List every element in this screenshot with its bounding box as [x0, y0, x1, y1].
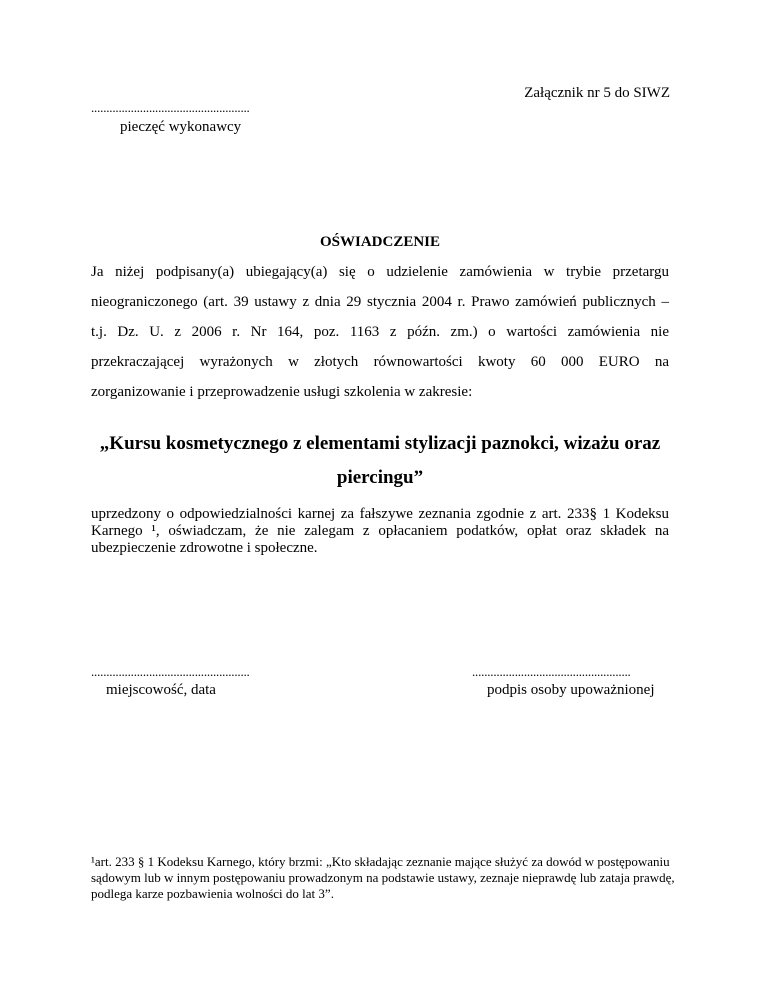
intro-line: Ja niżej podpisany(a) ubiegający(a) się o udzielenie zamówienia w trybie przetargu [91, 264, 669, 280]
course-title-line: „Kursu kosmetycznego z elementami stylizacji paznokci, wizażu oraz [99, 433, 661, 454]
place-date-dotted-line: .................................................... [91, 664, 250, 679]
place-date-label: miejscowość, data [106, 682, 216, 698]
declaration-line: ubezpieczenie zdrowotne i społeczne. [91, 540, 318, 556]
intro-line: przekraczającej wyrażonych w złotych równowartości kwoty 60 000 EURO na [91, 354, 669, 370]
declaration-line: uprzedzony o odpowiedzialności karnej za fałszywe zeznania zgodnie z art. 233§ 1 Kodeksu [91, 506, 669, 522]
intro-line: t.j. Dz. U. z 2006 r. Nr 164, poz. 1163 z późn. zm.) o wartości zamówienia nie [91, 324, 669, 340]
annex-label: Załącznik nr 5 do SIWZ [524, 85, 670, 101]
footnote-line: ¹art. 233 § 1 Kodeksu Karnego, który brzmi: „Kto składając zeznanie mające służyć za dowód w postępowaniu [91, 854, 670, 869]
course-title-line: piercingu” [336, 467, 424, 488]
signature-dotted-line: .................................................... [472, 664, 631, 679]
document-heading: OŚWIADCZENIE [319, 234, 441, 250]
intro-line: zorganizowanie i przeprowadzenie usługi szkolenia w zakresie: [91, 384, 473, 400]
intro-line: nieograniczonego (art. 39 ustawy z dnia 29 stycznia 2004 r. Prawo zamówień publicznych – [91, 294, 669, 310]
stamp-dotted-line: .................................................... [91, 100, 250, 115]
footnote-line: podlega karze pozbawienia wolności do lat 3”. [91, 886, 334, 901]
footnote-line: sądowym lub w innym postępowaniu prowadzonym na podstawie ustawy, zeznaje nieprawdę lub zataja prawdę, [91, 870, 675, 885]
signature-label: podpis osoby upoważnionej [487, 682, 655, 698]
declaration-line: Karnego ¹, oświadczam, że nie zalegam z opłacaniem podatków, opłat oraz składek na [91, 523, 669, 539]
stamp-label: pieczęć wykonawcy [120, 119, 242, 135]
